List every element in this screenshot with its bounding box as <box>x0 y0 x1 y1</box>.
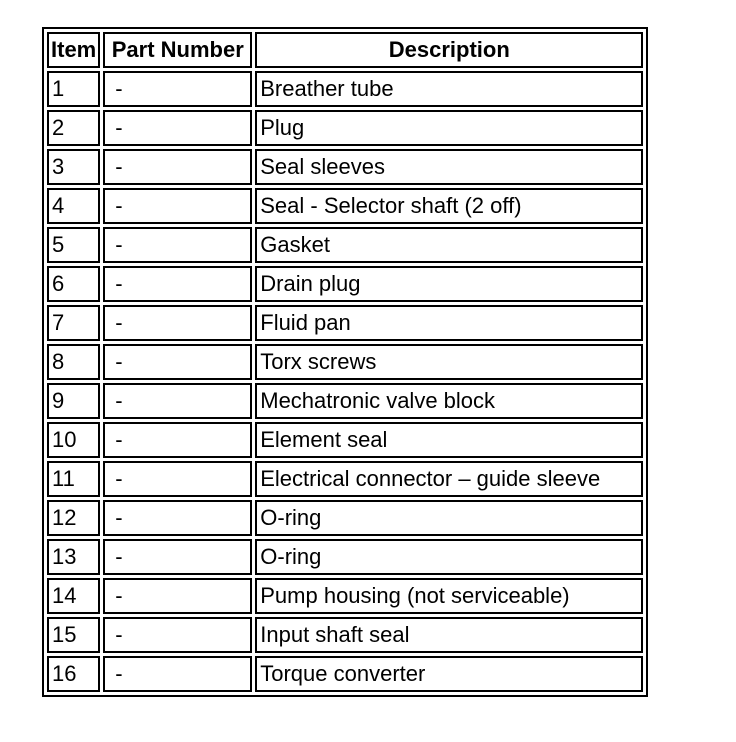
table-row <box>47 110 643 146</box>
cell-item: 10 <box>47 422 100 458</box>
cell-description: Pump housing (not serviceable) <box>255 578 643 614</box>
cell-item: 9 <box>47 383 100 419</box>
cell-item: 6 <box>47 266 100 302</box>
cell-item: 16 <box>47 656 100 692</box>
cell-description: Electrical connector – guide sleeve <box>255 461 643 497</box>
cell-item: 5 <box>47 227 100 263</box>
header-part-number: Part Number <box>103 32 252 68</box>
cell-part-number: - <box>103 188 252 224</box>
table-row <box>47 656 643 692</box>
cell-item: 12 <box>47 500 100 536</box>
cell-part-number: - <box>103 149 252 185</box>
table-body <box>47 71 643 692</box>
cell-item: 14 <box>47 578 100 614</box>
cell-item: 1 <box>47 71 100 107</box>
cell-part-number: - <box>103 305 252 341</box>
cell-item: 8 <box>47 344 100 380</box>
table-row <box>47 539 643 575</box>
cell-item: 11 <box>47 461 100 497</box>
cell-description: Torx screws <box>255 344 643 380</box>
cell-part-number: - <box>103 383 252 419</box>
cell-description: O-ring <box>255 539 643 575</box>
table-row <box>47 227 643 263</box>
cell-item: 13 <box>47 539 100 575</box>
table-row <box>47 461 643 497</box>
cell-part-number: - <box>103 656 252 692</box>
cell-part-number: - <box>103 110 252 146</box>
cell-description: Mechatronic valve block <box>255 383 643 419</box>
table-row <box>47 617 643 653</box>
cell-item: 2 <box>47 110 100 146</box>
cell-part-number: - <box>103 227 252 263</box>
cell-part-number: - <box>103 344 252 380</box>
table-row <box>47 305 643 341</box>
table-row <box>47 500 643 536</box>
cell-part-number: - <box>103 500 252 536</box>
cell-item: 3 <box>47 149 100 185</box>
cell-part-number: - <box>103 266 252 302</box>
cell-description: Seal - Selector shaft (2 off) <box>255 188 643 224</box>
cell-description: Seal sleeves <box>255 149 643 185</box>
cell-description: O-ring <box>255 500 643 536</box>
cell-description: Gasket <box>255 227 643 263</box>
cell-description: Fluid pan <box>255 305 643 341</box>
cell-description: Torque converter <box>255 656 643 692</box>
header-item: Item <box>47 32 100 68</box>
table-row <box>47 188 643 224</box>
cell-part-number: - <box>103 539 252 575</box>
cell-description: Drain plug <box>255 266 643 302</box>
parts-table <box>42 27 648 697</box>
table-row <box>47 422 643 458</box>
cell-item: 7 <box>47 305 100 341</box>
cell-description: Element seal <box>255 422 643 458</box>
cell-part-number: - <box>103 578 252 614</box>
cell-description: Plug <box>255 110 643 146</box>
header-description: Description <box>255 32 643 68</box>
table-row <box>47 344 643 380</box>
table-row <box>47 149 643 185</box>
header-row <box>47 32 643 68</box>
cell-description: Breather tube <box>255 71 643 107</box>
cell-part-number: - <box>103 617 252 653</box>
table-row <box>47 578 643 614</box>
table-row <box>47 266 643 302</box>
cell-part-number: - <box>103 71 252 107</box>
table-row <box>47 71 643 107</box>
cell-part-number: - <box>103 461 252 497</box>
cell-item: 15 <box>47 617 100 653</box>
table-row <box>47 383 643 419</box>
cell-description: Input shaft seal <box>255 617 643 653</box>
cell-part-number: - <box>103 422 252 458</box>
cell-item: 4 <box>47 188 100 224</box>
